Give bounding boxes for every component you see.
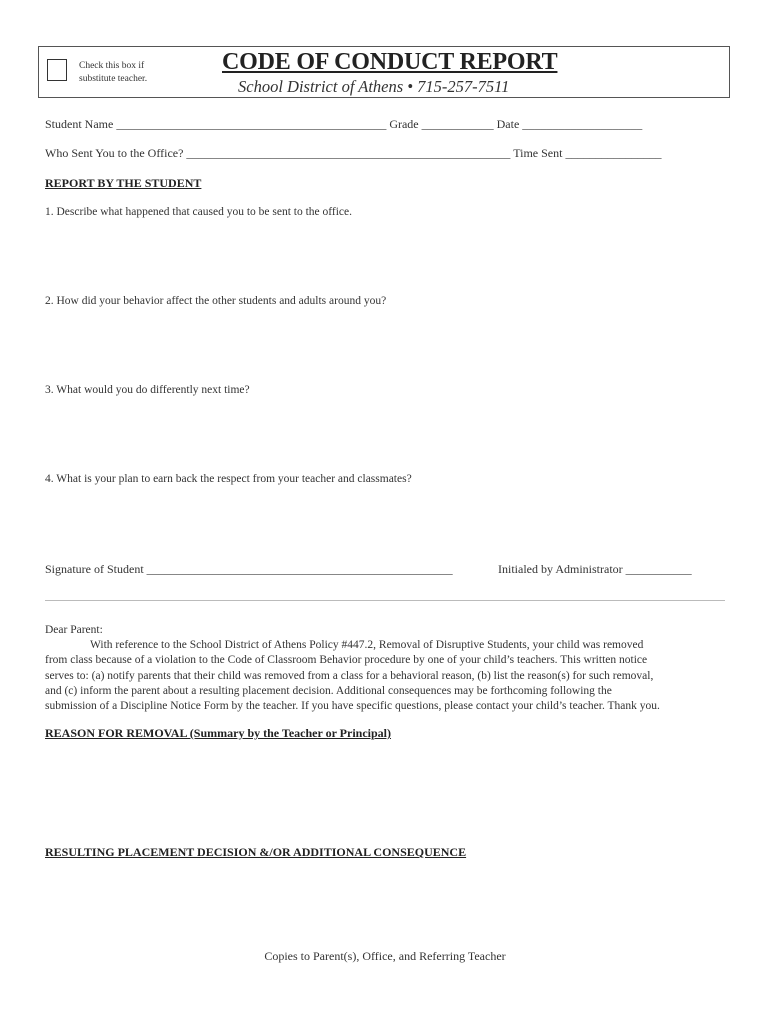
section-divider <box>45 600 725 601</box>
question-3: 3. What would you do differently next time? <box>45 384 250 396</box>
removal-reason-heading: REASON FOR REMOVAL (Summary by the Teacher or Principal) <box>45 726 392 740</box>
student-info-row[interactable]: Student Name _____________________________________________ Grade ____________ Date ____________________ <box>45 117 643 131</box>
substitute-teacher-checkbox[interactable] <box>47 59 67 81</box>
question-2: 2. How did your behavior affect the other students and adults around you? <box>45 295 387 307</box>
parent-letter <box>45 623 735 714</box>
checkbox-label-line1: Check this box if <box>79 61 145 71</box>
letter-line-3: serves to: (a) notify parents that their child was removed from a class for a behavioral reason, (b) list the reason(s) for such removal, <box>45 669 654 682</box>
student-report-heading: REPORT BY THE STUDENT <box>45 176 202 190</box>
letter-salutation: Dear Parent: <box>45 624 103 636</box>
page-subtitle: School District of Athens • 715-257-7511 <box>238 77 510 96</box>
student-signature-line[interactable]: Signature of Student ___________________________________________________ <box>45 562 453 576</box>
placement-decision-heading: RESULTING PLACEMENT DECISION &/OR ADDITIONAL CONSEQUENCE <box>45 845 467 859</box>
letter-line-2: from class because of a violation to the Code of Classroom Behavior procedure by one of your child’s teachers. This written notice <box>45 654 648 667</box>
office-referral-row[interactable]: Who Sent You to the Office? ______________________________________________________ Time Sent ________________ <box>45 146 662 160</box>
page-title: CODE OF CONDUCT REPORT <box>222 49 558 75</box>
checkbox-label-line2: substitute teacher. <box>79 74 148 84</box>
checkbox-label <box>79 60 179 86</box>
question-4: 4. What is your plan to earn back the respect from your teacher and classmates? <box>45 473 412 485</box>
letter-line-5: submission of a Discipline Notice Form by the teacher. If you have specific questions, please contact your child’s teacher. Thank you. <box>45 700 660 713</box>
letter-line-4: and (c) inform the parent about a resulting placement decision. Additional consequences may be forthcoming following the <box>45 684 612 697</box>
administrator-initials-line[interactable]: Initialed by Administrator ___________ <box>498 562 692 576</box>
copies-footer: Copies to Parent(s), Office, and Referring Teacher <box>264 949 506 963</box>
question-1: 1. Describe what happened that caused you to be sent to the office. <box>45 206 352 218</box>
letter-line-1: With reference to the School District of Athens Policy #447.2, Removal of Disruptive Students, your child was removed <box>90 639 644 652</box>
